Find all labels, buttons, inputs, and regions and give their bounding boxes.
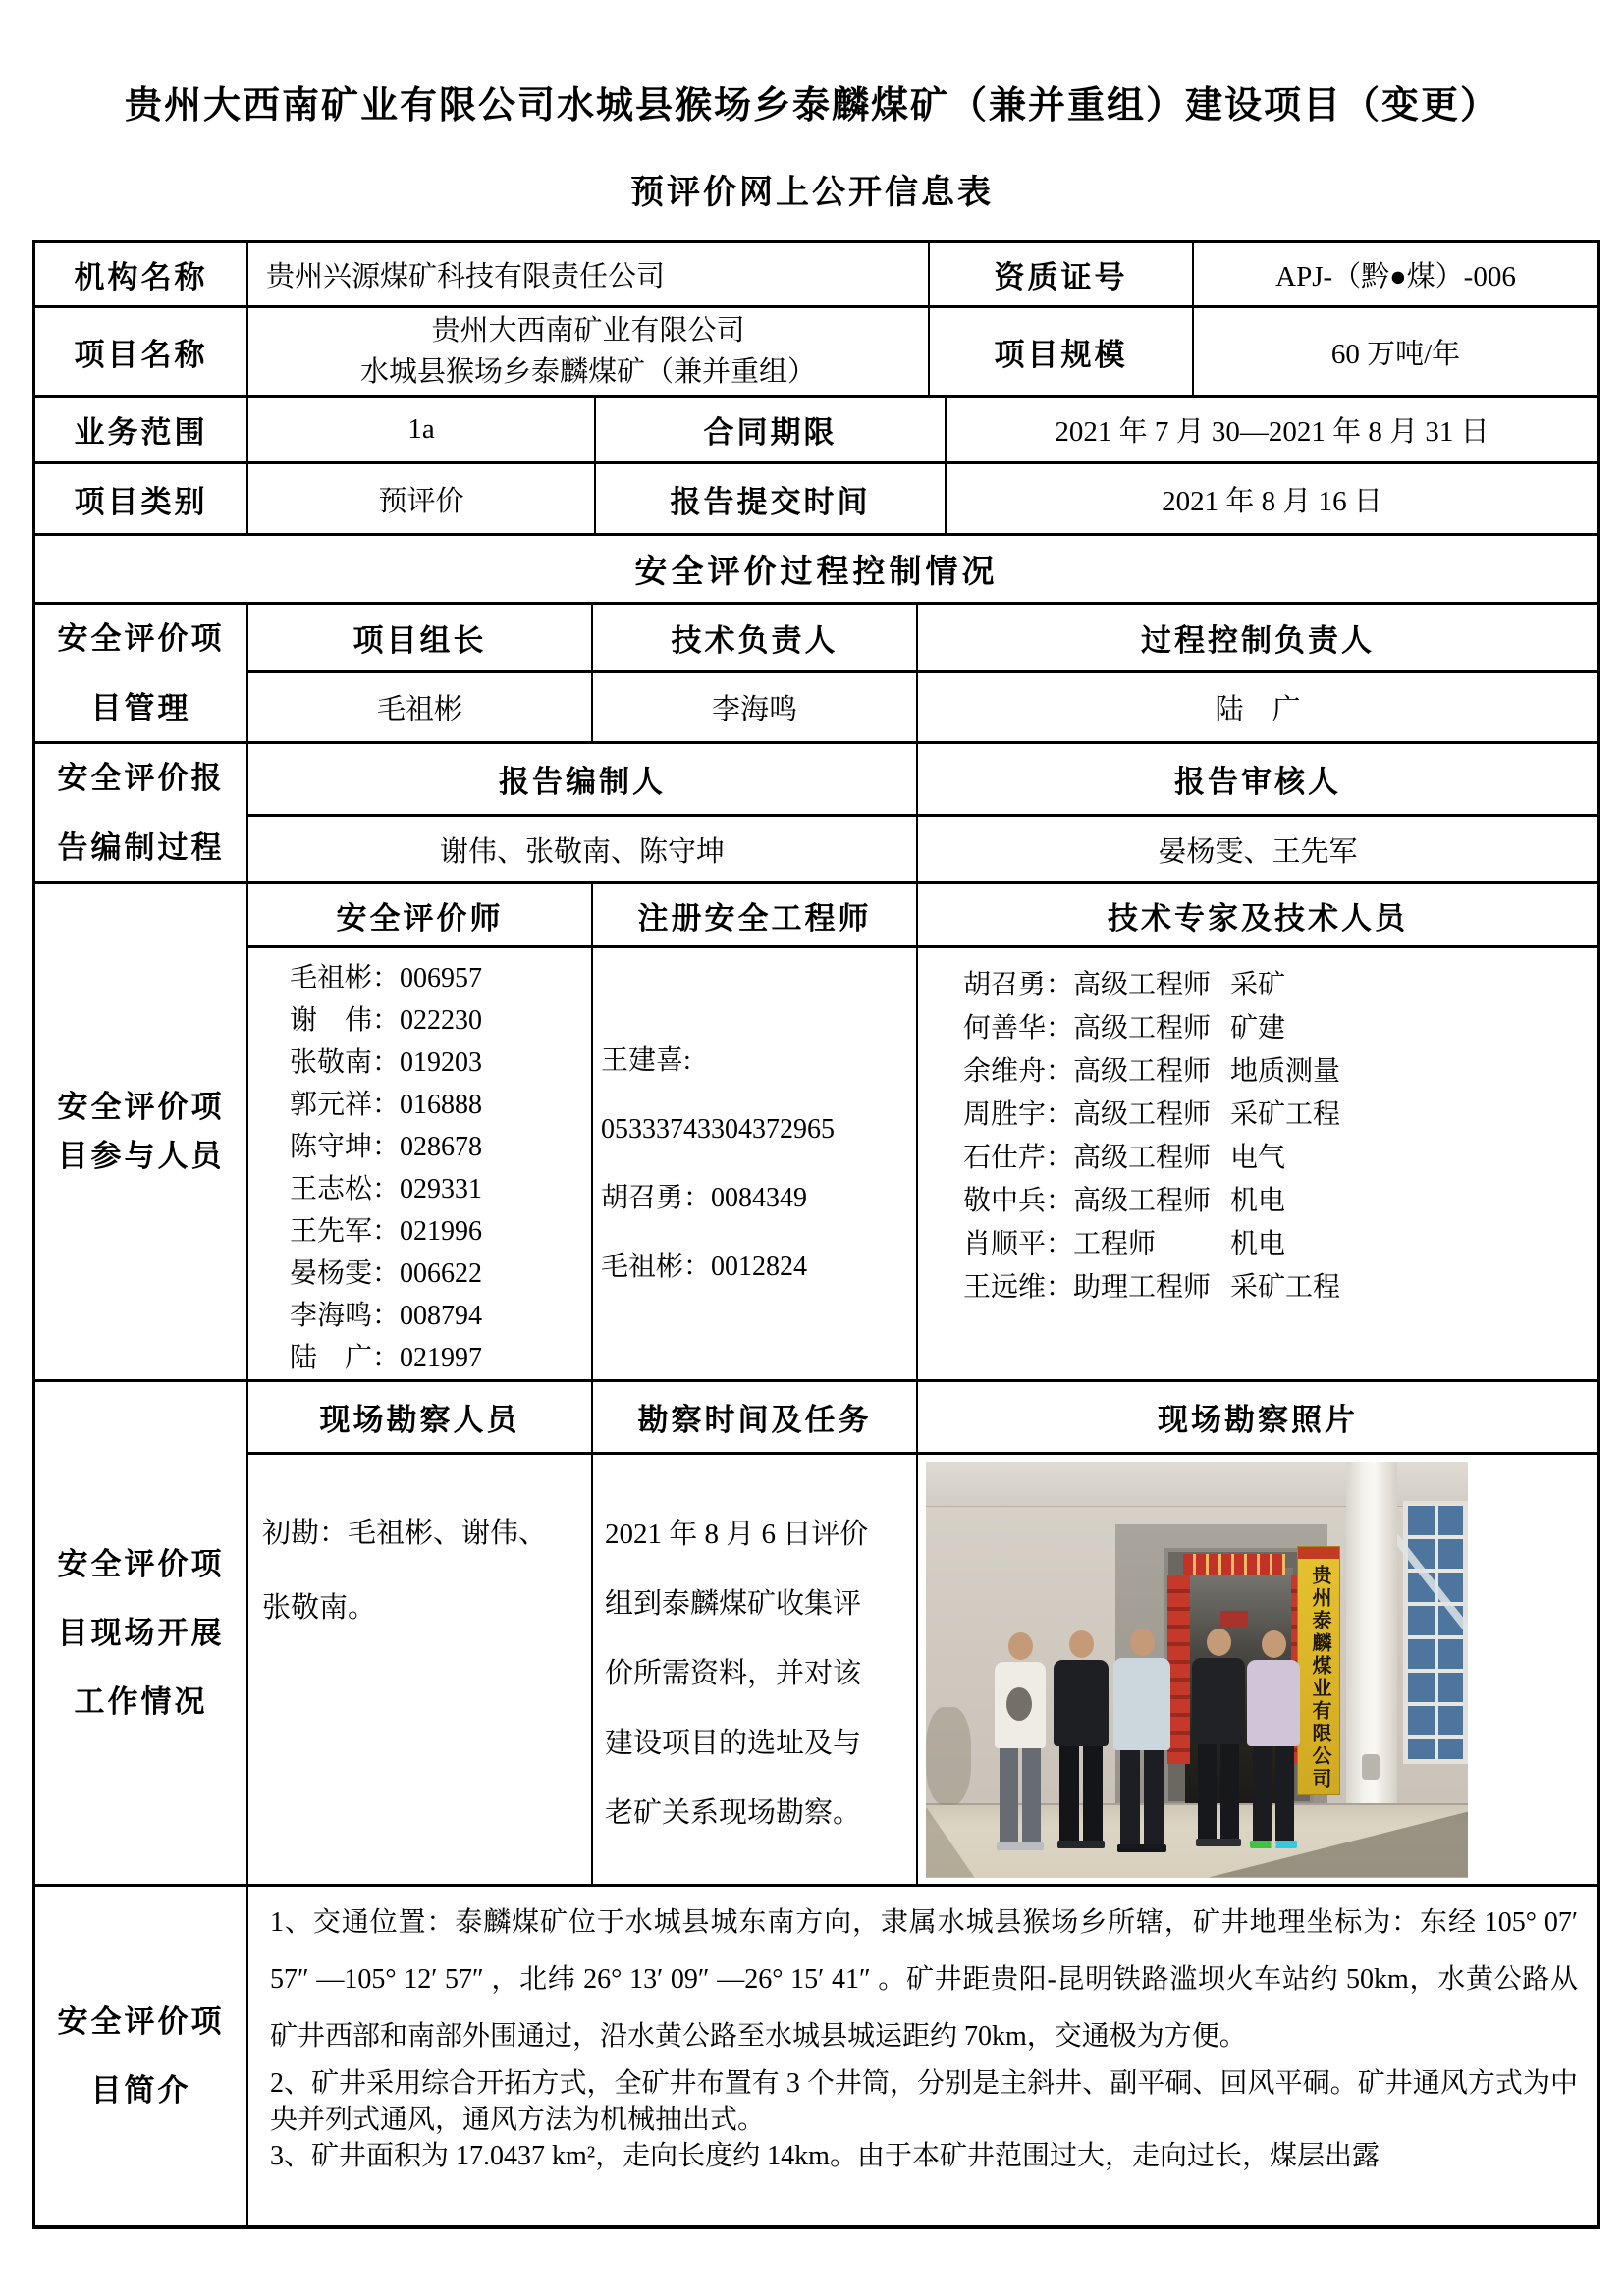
assessor-item: 王先军：021996: [290, 1216, 483, 1247]
report-compilation-headers: [248, 744, 1597, 817]
photo-window: [1403, 1501, 1468, 1764]
report-writer-header: 报告编制人: [248, 744, 918, 814]
process-control-section-title: 安全评价过程控制情况: [634, 555, 999, 590]
survey-task-header: 勘察时间及任务: [593, 1382, 918, 1452]
project-leader-value: 毛祖彬: [248, 673, 593, 741]
row-process-section: [35, 536, 1597, 605]
assessor-item: 李海鸣：008794: [290, 1301, 483, 1331]
person-head: [1008, 1632, 1033, 1660]
person-figure: [1110, 1629, 1173, 1852]
registered-engineer-item: 胡召勇：0084349: [601, 1182, 808, 1213]
cert-number-label: 资质证号: [930, 243, 1194, 305]
tech-director-value: 李海鸣: [593, 673, 918, 741]
person-shoes: [997, 1842, 1044, 1850]
assessor-header: 安全评价师: [248, 884, 593, 945]
surveyor-header: 现场勘察人员: [248, 1382, 593, 1452]
person-torso: [1192, 1658, 1245, 1744]
assessor-item: 王志松：029331: [290, 1174, 483, 1204]
expert-item: 周胜宇：高级工程师 采矿工程: [963, 1099, 1341, 1130]
person-torso: [1247, 1660, 1300, 1746]
expert-item: 敬中兵：高级工程师 机电: [963, 1186, 1286, 1216]
process-control-director-value: 陆 广: [1215, 694, 1301, 725]
cert-number-value: APJ-（黔●煤）-006: [1275, 261, 1516, 293]
intro-paragraph-3: 3、矿井面积为 17.0437 km²，走向长度约 14km。由于本矿井范围过大，走向过长，煤层出露: [270, 2141, 1380, 2171]
field-work-headers: [248, 1382, 1597, 1455]
photo-banner-text: 贵州泰麟煤业有限公司: [1309, 1564, 1330, 1790]
person-head: [1130, 1629, 1155, 1656]
expert-item: 余维舟：高级工程师 地质测量: [963, 1056, 1341, 1087]
survey-task-value: 2021 年 8 月 6 日评价 组到泰麟煤矿收集评 价所需资料，并对该 建设项目的选址及与 老矿关系现场勘察。: [593, 1455, 918, 1884]
org-name-label: 机构名称: [35, 243, 248, 305]
project-name-label: 项目名称: [35, 308, 248, 395]
assessor-item: 陈守坤：028678: [290, 1132, 483, 1162]
project-category-value: 预评价: [248, 464, 596, 533]
person-shoes: [1196, 1839, 1241, 1846]
person-figure: [1187, 1629, 1250, 1846]
row-category-submit: [35, 464, 1597, 536]
expert-item: 肖顺平：工程师 机电: [963, 1229, 1286, 1259]
field-work-row-label: 安全评价项 目现场开展 工作情况: [35, 1382, 248, 1884]
expert-item: 何善华：高级工程师 矿建: [963, 1013, 1286, 1043]
business-scope-value: 1a: [248, 398, 596, 461]
person-legs: [1253, 1746, 1294, 1841]
expert-item: 石仕芹：高级工程师 电气: [963, 1143, 1286, 1173]
assessor-list: [248, 948, 593, 1379]
assessor-item: 陆 广：021997: [290, 1343, 483, 1373]
assessor-item: 毛祖彬：006957: [290, 963, 483, 993]
report-submit-time-label: 报告提交时间: [596, 464, 947, 533]
report-submit-time-value: 2021 年 8 月 16 日: [1162, 485, 1382, 517]
surveyor-value: 初勘：毛祖彬、谢伟、 张敬南。: [248, 1455, 593, 1884]
report-compilation-grid: [248, 744, 1597, 881]
participants-row-label: 安全评价项 目参与人员: [35, 884, 248, 1379]
assessor-item: 张敬南：019203: [290, 1047, 483, 1078]
business-scope-label: 业务范围: [35, 398, 248, 461]
site-photo: [926, 1462, 1468, 1878]
project-scale-label: 项目规模: [930, 308, 1194, 395]
registered-engineer-item: 王建喜:: [601, 1044, 691, 1076]
person-figure: [989, 1632, 1052, 1850]
assessor-item: 谢 伟：022230: [290, 1005, 483, 1036]
section-report-compilation: [35, 744, 1597, 884]
registered-engineer-item: 毛祖彬：0012824: [601, 1251, 808, 1282]
person-head: [1262, 1630, 1286, 1658]
photo-banner-top-strip: [1298, 1547, 1339, 1559]
project-management-grid: [248, 605, 1597, 741]
survey-photo-cell: [918, 1455, 1597, 1884]
photo-red-banner: [1183, 1554, 1285, 1575]
field-work-values: [248, 1455, 1597, 1884]
report-reviewer-header: 报告审核人: [1174, 765, 1341, 799]
report-compilation-row-label: 安全评价报 告编制过程: [35, 744, 248, 881]
org-name-value: 贵州兴源煤矿科技有限责任公司: [248, 243, 930, 305]
person-figure: [1242, 1630, 1305, 1848]
person-head: [1207, 1629, 1231, 1656]
person-torso: [995, 1662, 1046, 1748]
row-scope-contract: [35, 398, 1597, 464]
contract-period-label: 合同期限: [596, 398, 947, 461]
project-management-values: [248, 673, 1597, 741]
person-shirt-graphic: [1006, 1687, 1032, 1721]
participants-headers: [248, 884, 1597, 948]
project-name-line1: 贵州大西南矿业有限公司: [431, 315, 745, 347]
contract-period-value: 2021 年 7 月 30—2021 年 8 月 31 日: [1055, 416, 1489, 448]
person-figure: [1050, 1630, 1112, 1848]
project-intro-row-label: 安全评价项 目简介: [35, 1887, 248, 2225]
report-compilation-values: [248, 817, 1597, 881]
intro-paragraph-2: 2、矿井采用综合开拓方式，全矿井布置有 3 个井筒，分别是主斜井、副平硐、回风平硐。矿井通风方式为中央并列式通风，通风方法为机械抽出式。: [270, 2068, 1578, 2135]
person-shoes: [1117, 1844, 1166, 1852]
row-org-cert: [35, 243, 1597, 308]
section-field-work: [35, 1382, 1597, 1887]
person-legs: [1059, 1746, 1103, 1841]
report-reviewer-value: 晏杨雯、王先军: [1158, 835, 1358, 868]
project-leader-header: 项目组长: [248, 605, 593, 670]
experts-header: 技术专家及技术人员: [1108, 900, 1408, 935]
photo-wall-stain: [926, 1707, 971, 1805]
document-title-line2: 预评价网上公开信息表: [630, 175, 994, 211]
info-table: [32, 240, 1600, 2229]
project-management-row-label: 安全评价项 目管理: [35, 605, 248, 741]
assessor-item: 晏杨雯：006622: [290, 1258, 483, 1289]
expert-list: [918, 948, 1597, 1379]
person-shoes: [1057, 1841, 1105, 1848]
project-scale-value: 60 万吨/年: [1330, 338, 1461, 370]
person-legs: [1000, 1748, 1041, 1842]
participants-grid: [248, 884, 1597, 1379]
survey-photo-header: 现场勘察照片: [1158, 1403, 1358, 1437]
tech-director-header: 技术负责人: [593, 605, 918, 670]
project-intro-text: [248, 1887, 1597, 2225]
person-torso: [1054, 1660, 1109, 1746]
assessor-item: 郭元祥：016888: [290, 1090, 483, 1120]
expert-item: 胡召勇：高级工程师 采矿: [963, 970, 1286, 1000]
photo-column-fixture: [1362, 1754, 1380, 1780]
report-writer-value: 谢伟、张敬南、陈守坤: [248, 817, 918, 881]
project-category-label: 项目类别: [35, 464, 248, 533]
intro-paragraph-1: 1、交通位置：泰麟煤矿位于水城县城东南方向，隶属水城县猴场乡所辖，矿井地理坐标为：东经 105° 07′ 57″ —105° 12′ 57″ ，北纬 26° 13′ 09″ —26° 15′ 41″ 。矿井距贵阳-昆明铁路滥坝火车站约 50km，水黄公路从矿井西部和南部外围通过，沿水黄公路至水城县城运距约 70km，交通极为方便。: [270, 1907, 1578, 2052]
photo-inner-sign: [1220, 1611, 1248, 1628]
document-title-line1: 贵州大西南矿业有限公司水城县猴场乡泰麟煤矿（兼并重组）建设项目（变更）: [124, 85, 1499, 127]
registered-engineer-item: 05333743304372965: [601, 1113, 835, 1145]
section-participants: [35, 884, 1597, 1382]
process-control-director-header: 过程控制负责人: [1141, 623, 1375, 658]
project-name-line2: 水城县猴场乡泰麟煤矿（兼并重组）: [359, 356, 816, 388]
registered-engineer-list: [593, 948, 918, 1379]
project-management-headers: [248, 605, 1597, 673]
section-project-management: [35, 605, 1597, 744]
expert-item: 王远维：助理工程师 采矿工程: [963, 1272, 1341, 1303]
participants-values: [248, 948, 1597, 1379]
section-project-intro: [35, 1887, 1597, 2225]
project-name-value: [248, 308, 930, 395]
person-shoes: [1250, 1841, 1297, 1848]
row-project-scale: [35, 308, 1597, 398]
field-work-grid: [248, 1382, 1597, 1884]
person-legs: [1120, 1750, 1164, 1844]
person-legs: [1198, 1744, 1239, 1839]
person-torso: [1113, 1658, 1170, 1750]
registered-engineer-header: 注册安全工程师: [593, 884, 918, 945]
person-head: [1069, 1630, 1094, 1658]
